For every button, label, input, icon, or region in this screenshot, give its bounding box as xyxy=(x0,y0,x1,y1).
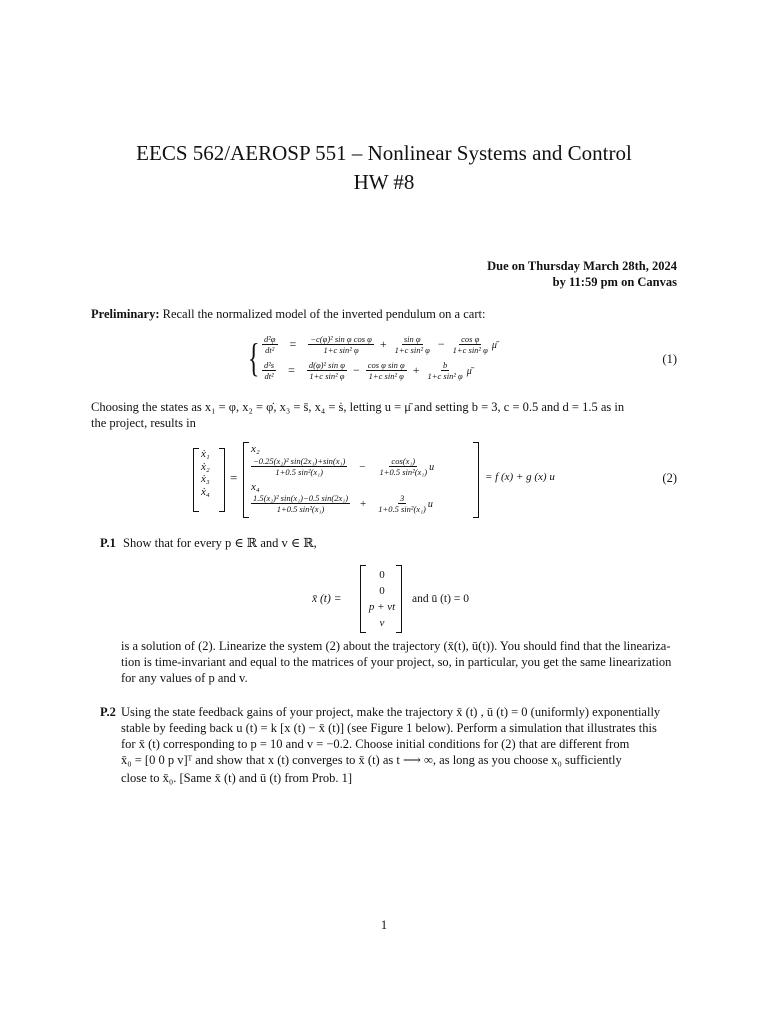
lhs-vector: ẋ₁ ẋ₂ ẋ₃ ẋ₄ xyxy=(201,448,210,498)
rhs-row-1: x₂ xyxy=(251,443,260,455)
p1-intro-text: Show that for every p ∈ ℝ and v ∈ ℝ, xyxy=(123,536,317,550)
rhs-bracket-left xyxy=(243,442,249,518)
rhs-row-2: $\frac{\text{−0.25(x₂)² sin(2x₁)+sin(x₁)}}{\text{1+0.5 sin²(x₁)}}$ − $\frac{\text{cos(x₁)}}{\text{1+0.5 sin²(x₁)}}$ u xyxy=(253,456,435,477)
rhs-row-4: $\frac{\text{1.5(x₂)² sin(x₁)−0.5 sin(2x₁)}}{\text{1+0.5 sin²(x₁)}}$ + $\frac{3}{\text{1+0.5 sin²(x₁)}}$ u xyxy=(253,493,433,514)
p2-text-line-1: Using the state feedback gains of your project, make the trajectory x̄ (t) , ū (t) = 0 (uniformly) exponentially xyxy=(121,705,661,719)
preliminary-paragraph xyxy=(91,306,485,323)
equation-2-number: (2) xyxy=(662,471,677,485)
p2-text-line-4: x̄₀ = [0 0 p v]ᵀ and show that x (t) converges to x̄ (t) as t ⟶ ∞, as long as you choose x₀ sufficiently xyxy=(121,753,622,767)
eq1-row-1: $\frac{\text{d²φ}}{\text{dt²}}$ = $\frac{\text{−c(φ̇)² sin φ cos φ}}{\text{1+c sin² φ}}$ + $\frac{\text{sin φ}}{\text{1+c sin² φ}}$ − $\frac{\text{cos φ}}{\text{1+c sin² φ}}$ μ̄ xyxy=(264,334,497,355)
ubar-equation: and ū (t) = 0 xyxy=(412,593,469,605)
due-date: Due on Thursday March 28th, 2024 xyxy=(487,259,677,273)
xbar-vector: 0 0 p + vt v xyxy=(368,569,396,629)
rhs-row-3: x₄ xyxy=(251,481,260,493)
p2-text-line-5: close to x̄₀. [Same x̄ (t) and ū (t) from Prob. 1] xyxy=(121,771,353,785)
eq2-rhs: = f (x) + g (x) u xyxy=(485,471,555,483)
preliminary-label: Preliminary: xyxy=(91,307,160,321)
xbar-lhs: x̄ (t) = xyxy=(312,593,342,605)
equation-1 xyxy=(248,334,548,386)
title-line-1: EECS 562/AEROSP 551 – Nonlinear Systems and Control xyxy=(136,141,632,165)
lhs-bracket-right xyxy=(219,448,225,512)
p1-label: P.1 xyxy=(100,536,116,550)
xbar-bracket-right xyxy=(396,565,402,633)
states-text-line-2: the project, results in xyxy=(91,416,196,430)
xbar-equation xyxy=(312,565,512,635)
due-time: by 11:59 pm on Canvas xyxy=(552,275,677,289)
p1-intro xyxy=(100,535,317,552)
page-number: 1 xyxy=(380,918,388,932)
p1-text-line-3: for any values of p and v. xyxy=(121,671,248,685)
rhs-bracket-right xyxy=(473,442,479,518)
equation-2 xyxy=(193,442,593,518)
p2-text-line-3: for x̄ (t) corresponding to p = 10 and v = −0.2. Choose initial conditions for (2) that are different from xyxy=(121,737,630,751)
preliminary-text: Recall the normalized model of the inverted pendulum on a cart: xyxy=(162,307,486,321)
p1-text-line-1: is a solution of (2). Linearize the system (2) about the trajectory (x̄(t), ū(t)). You should find that the lineariza- xyxy=(121,639,671,653)
states-text-line-1: Choosing the states as x₁ = φ, x₂ = φ̇, x₃ = s̄, x₄ = ṡ, letting u = μ̄ and setting b = 3, c = 0.5 and d = 1.5 as in xyxy=(91,400,625,414)
p2-label: P.2 xyxy=(100,705,116,719)
eq1-row-2: $\frac{\text{d²s}}{\text{dt²}}$ = $\frac{\text{d(φ̇)² sin φ}}{\text{1+c sin² φ}}$ − $\frac{\text{cos φ sin φ}}{\text{1+c sin² φ}}$ + $\frac{b}{\text{1+c sin² φ}}$ μ̄ xyxy=(264,360,472,381)
p2-text-line-2: stable by feeding back u (t) = k [x (t) − x̄ (t)] (see Figure 1 below). Perform a simulation that illustrates this xyxy=(121,721,657,735)
title-line-2: HW #8 xyxy=(353,170,415,194)
lhs-bracket-left xyxy=(193,448,199,512)
p1-text-line-2: tion is time-invariant and equal to the matrices of your project, so, in particular, you get the same linearization xyxy=(121,655,672,669)
left-brace: { xyxy=(248,335,260,380)
equation-1-number: (1) xyxy=(662,352,677,366)
equals-sign: = xyxy=(230,470,238,485)
